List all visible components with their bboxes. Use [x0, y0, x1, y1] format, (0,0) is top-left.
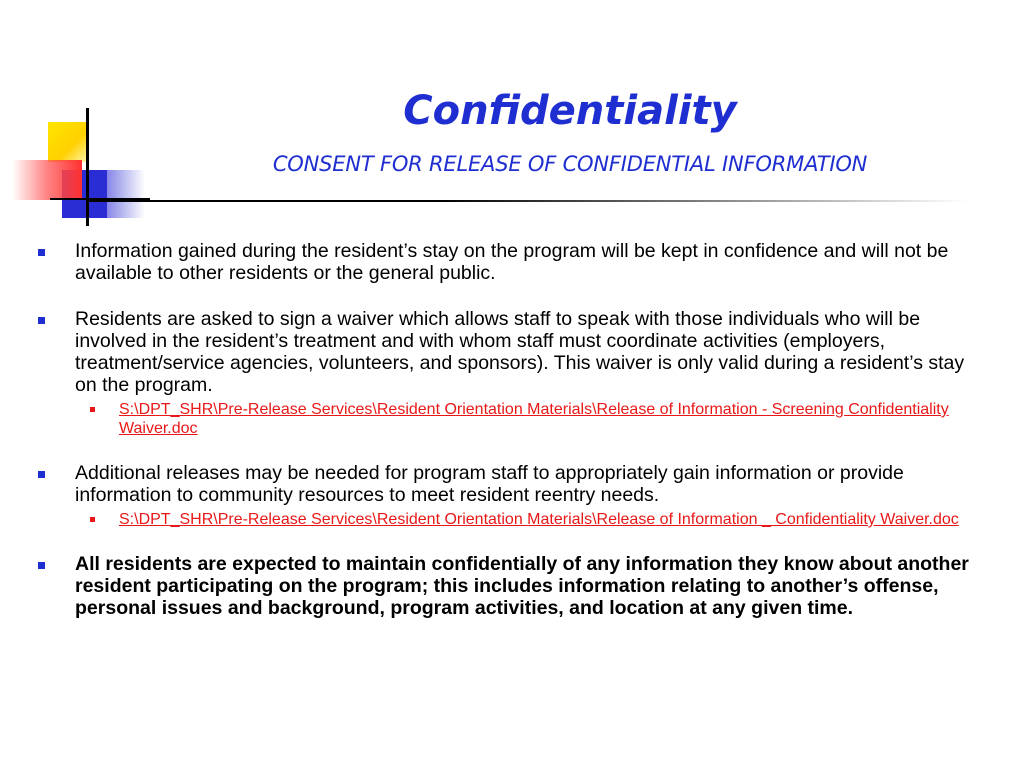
bullet-square-icon [38, 562, 45, 569]
bullet-item [38, 462, 988, 529]
sub-bullet-square-icon [90, 517, 95, 522]
decorative-squares-logo [0, 100, 150, 230]
bullet-text: Information gained during the resident’s stay on the program will be kept in confidence and will not be available to other residents or the general public. [75, 240, 949, 284]
bullet-square-icon [38, 471, 45, 478]
slide-title: Confidentiality [403, 88, 737, 134]
bullet-text: All residents are expected to maintain confidentially of any information they know about another resident participating on the program; this includes information relating to another’s offense, personal issues and background, program activities, and location at any given time. [75, 553, 969, 619]
waiver-doc-link[interactable]: S:\DPT_SHR\Pre-Release Services\Resident Orientation Materials\Release of Information - Screening Confidentiality Waiver.doc [119, 401, 949, 437]
sub-bullet-item [75, 400, 988, 438]
confidentiality-waiver-link[interactable]: S:\DPT_SHR\Pre-Release Services\Resident Orientation Materials\Release of Information _ Confidentiality Waiver.doc [119, 511, 959, 528]
bullet-list [38, 240, 988, 643]
bullet-text: Residents are asked to sign a waiver which allows staff to speak with those individuals who will be involved in the resident’s treatment and with whom staff must coordinate activities (employers, treatment/service agencies, volunteers, and sponsors). This waiver is only valid during a resident’s stay on the program. [75, 308, 965, 396]
yellow-square-shape [48, 122, 88, 162]
sub-bullet-square-icon [90, 407, 95, 412]
bullet-item [38, 308, 988, 438]
bullet-text: Additional releases may be needed for program staff to appropriately gain information or provide information to community resources to meet resident reentry needs. [75, 462, 904, 506]
blue-fade-shape [105, 170, 145, 218]
sub-bullet-item [75, 510, 988, 529]
title-divider [88, 200, 968, 202]
red-gradient-shape [12, 160, 82, 200]
bullet-square-icon [38, 317, 45, 324]
bullet-item [38, 553, 988, 619]
bullet-square-icon [38, 249, 45, 256]
bullet-item [38, 240, 988, 284]
vertical-line-shape [86, 108, 89, 226]
slide-subtitle: CONSENT FOR RELEASE OF CONFIDENTIAL INFORMATION [272, 152, 868, 176]
